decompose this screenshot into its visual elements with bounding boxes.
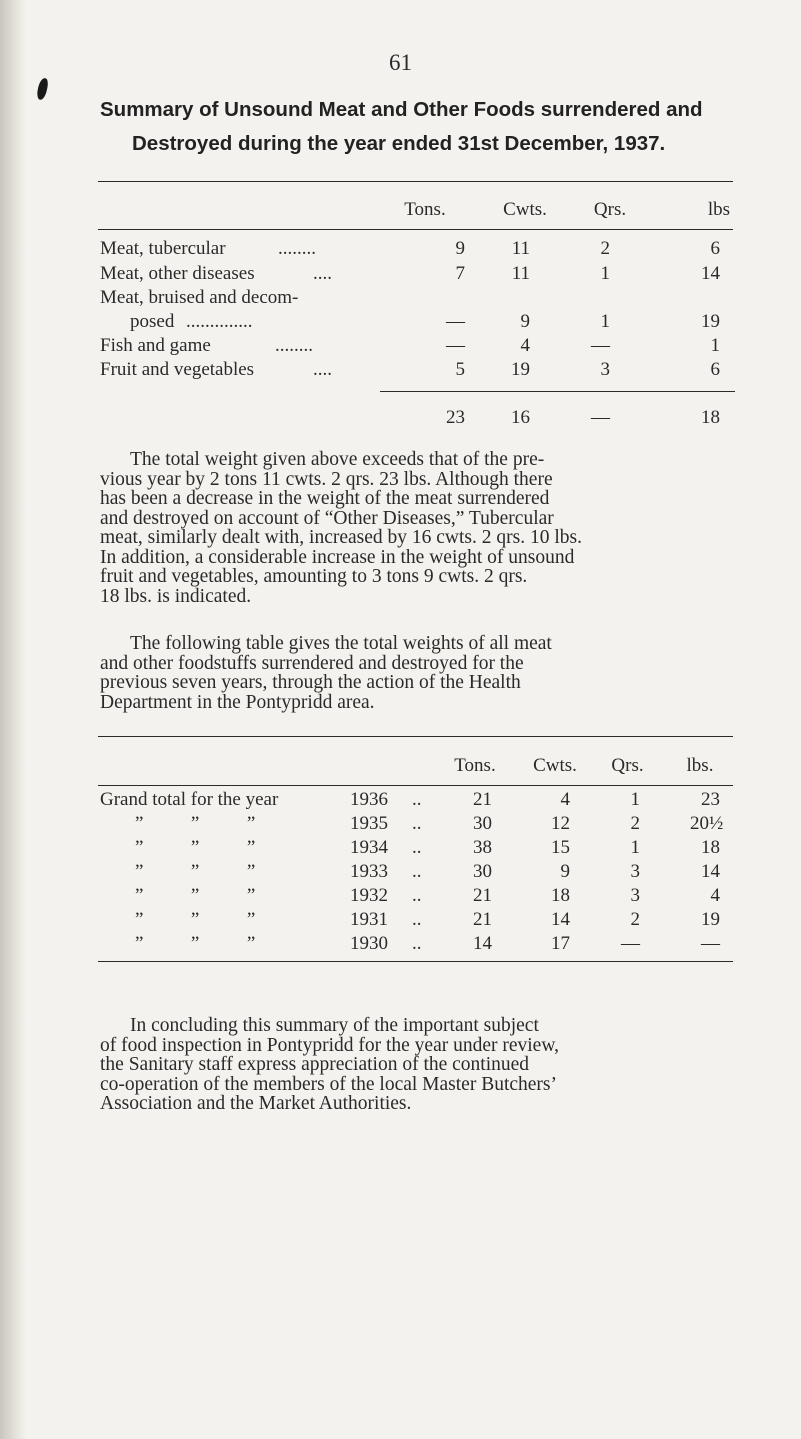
text-line: In addition, a considerable increase in the weight of unsound: [100, 546, 575, 568]
row-year: 1934: [350, 837, 388, 858]
text-line: and other foodstuffs surrendered and destroyed for the: [100, 652, 524, 674]
col-header-cwts: Cwts.: [503, 199, 547, 220]
cell-tons: 38: [473, 837, 492, 858]
cell-cwts: 14: [551, 909, 570, 930]
paragraph-table-intro: [100, 634, 735, 712]
row-dots: ..: [412, 909, 422, 930]
cell-lbs: 18: [701, 837, 720, 858]
text-line: vious year by 2 tons 11 cwts. 2 qrs. 23 lbs. Although there: [100, 468, 553, 490]
row-ditto: ” ” ”: [135, 837, 256, 858]
cell-qrs: —: [591, 335, 610, 356]
cell-lbs: 23: [701, 789, 720, 810]
cell-lbs: 4: [710, 885, 720, 906]
text-line: and destroyed on account of “Other Diseases,” Tubercular: [100, 507, 554, 529]
cell-tons: 30: [473, 861, 492, 882]
row-dots: ..: [412, 885, 422, 906]
row-ditto: ” ” ”: [135, 861, 256, 882]
row-dots: ........: [275, 335, 313, 356]
row-year: 1930: [350, 933, 388, 954]
row-label: Meat, other diseases: [100, 263, 255, 284]
cell-cwts: 19: [511, 359, 530, 380]
col-header-qrs: Qrs.: [593, 199, 627, 220]
cell-qrs: 1: [600, 263, 610, 284]
text-line: The total weight given above exceeds that of the pre-: [130, 449, 545, 470]
text-line: In concluding this summary of the important subject: [130, 1015, 539, 1036]
text-line: the Sanitary staff express appreciation of the continued: [100, 1054, 530, 1075]
row-year: 1935: [350, 813, 388, 834]
row-label-cont: posed: [130, 311, 175, 332]
cell-tons: 21: [473, 885, 492, 906]
cell-lbs: 6: [710, 238, 720, 259]
cell-cwts: 9: [520, 311, 530, 332]
cell-cwts: 11: [511, 238, 530, 259]
cell-tons: —: [446, 311, 465, 332]
row-ditto: ” ” ”: [135, 885, 256, 906]
paragraph-weight-comparison: [100, 450, 735, 606]
row-label: Fruit and vegetables: [100, 359, 255, 380]
table1-header-rule: [98, 229, 733, 230]
row-dots: ........: [278, 238, 316, 259]
cell-tons: 21: [473, 909, 492, 930]
cell-cwts: 4: [560, 789, 570, 810]
row-dots: ..: [412, 789, 422, 810]
row-year: 1931: [350, 909, 388, 930]
cell-qrs: 1: [630, 789, 640, 810]
paragraph-conclusion: [100, 1016, 735, 1114]
cell-lbs: 14: [701, 263, 720, 284]
table2-header-rule: [98, 785, 733, 786]
text-line: previous seven years, through the action of the Health: [100, 672, 521, 693]
row-dots: ..: [412, 933, 422, 954]
row-year: 1936: [350, 789, 388, 810]
row-label: Grand total for the year: [100, 789, 279, 810]
row-dots: ..............: [186, 311, 253, 332]
cell-qrs: 3: [600, 359, 610, 380]
page-number: 61: [389, 50, 412, 75]
row-label: Meat, bruised and decom-: [100, 287, 299, 308]
cell-tons: —: [446, 335, 465, 356]
text-line: Association and the Market Authorities.: [100, 1093, 412, 1114]
page-edge-shadow: [0, 0, 26, 1439]
cell-qrs: —: [621, 933, 640, 954]
total-qrs: —: [591, 407, 610, 428]
cell-cwts: 18: [551, 885, 570, 906]
row-dots: ....: [313, 359, 332, 380]
cell-cwts: 4: [520, 335, 530, 356]
cell-tons: 30: [473, 813, 492, 834]
title-line-2: Destroyed during the year ended 31st December, 1937.: [132, 132, 666, 155]
table2-bottom-rule: [98, 961, 733, 962]
table2-top-rule: [98, 736, 733, 737]
cell-qrs: 1: [600, 311, 610, 332]
row-dots: ..: [412, 861, 422, 882]
row-ditto: ” ” ”: [135, 933, 256, 954]
row-label: Meat, tubercular: [100, 238, 226, 259]
cell-tons: 7: [455, 263, 465, 284]
col-header-lbs: lbs.: [686, 755, 714, 776]
cell-lbs: 14: [701, 861, 720, 882]
row-dots: ....: [313, 263, 332, 284]
text-line: Department in the Pontypridd area.: [100, 691, 375, 713]
text-line: meat, similarly dealt with, increased by 16 cwts. 2 qrs. 10 lbs.: [100, 527, 582, 548]
total-lbs: 18: [701, 407, 720, 428]
row-ditto: ” ” ”: [135, 813, 256, 834]
title-line-1: Summary of Unsound Meat and Other Foods surrendered and: [100, 98, 703, 121]
cell-lbs: 20½: [690, 813, 724, 834]
cell-lbs: 19: [701, 311, 720, 332]
cell-cwts: 17: [551, 933, 570, 954]
ink-blot: [36, 77, 49, 100]
cell-qrs: 2: [630, 909, 640, 930]
cell-tons: 5: [455, 359, 465, 380]
row-year: 1932: [350, 885, 388, 906]
cell-cwts: 11: [511, 263, 530, 284]
row-year: 1933: [350, 861, 388, 882]
cell-cwts: 9: [560, 861, 570, 882]
text-line: 18 lbs. is indicated.: [100, 585, 252, 607]
table1-total-rule: [380, 391, 735, 392]
row-dots: ..: [412, 837, 422, 858]
row-dots: ..: [412, 813, 422, 834]
cell-lbs: 1: [710, 335, 720, 356]
cell-lbs: 19: [701, 909, 720, 930]
text-line: The following table gives the total weights of all meat: [130, 633, 552, 654]
cell-lbs: —: [701, 933, 720, 954]
cell-cwts: 15: [551, 837, 570, 858]
cell-qrs: 1: [630, 837, 640, 858]
col-header-cwts: Cwts.: [533, 755, 577, 776]
cell-qrs: 3: [630, 861, 640, 882]
text-line: co-operation of the members of the local Master Butchers’: [100, 1073, 558, 1095]
row-ditto: ” ” ”: [135, 909, 256, 930]
col-header-tons: Tons.: [454, 755, 496, 776]
page-title: [100, 93, 740, 161]
text-line: has been a decrease in the weight of the meat surrendered: [100, 488, 550, 509]
total-tons: 23: [446, 407, 465, 428]
cell-tons: 9: [455, 238, 465, 259]
cell-cwts: 12: [551, 813, 570, 834]
table1-top-rule: [98, 181, 733, 182]
col-header-qrs: Qrs.: [611, 755, 644, 776]
cell-tons: 14: [473, 933, 492, 954]
cell-tons: 21: [473, 789, 492, 810]
row-label: Fish and game: [100, 335, 211, 356]
text-line: of food inspection in Pontypridd for the year under review,: [100, 1034, 560, 1056]
total-cwts: 16: [511, 407, 530, 428]
text-line: fruit and vegetables, amounting to 3 tons 9 cwts. 2 qrs.: [100, 566, 528, 587]
col-header-tons: Tons.: [404, 199, 446, 220]
cell-qrs: 2: [630, 813, 640, 834]
cell-qrs: 3: [630, 885, 640, 906]
cell-lbs: 6: [710, 359, 720, 380]
col-header-lbs: lbs: [707, 199, 730, 220]
cell-qrs: 2: [600, 238, 610, 259]
